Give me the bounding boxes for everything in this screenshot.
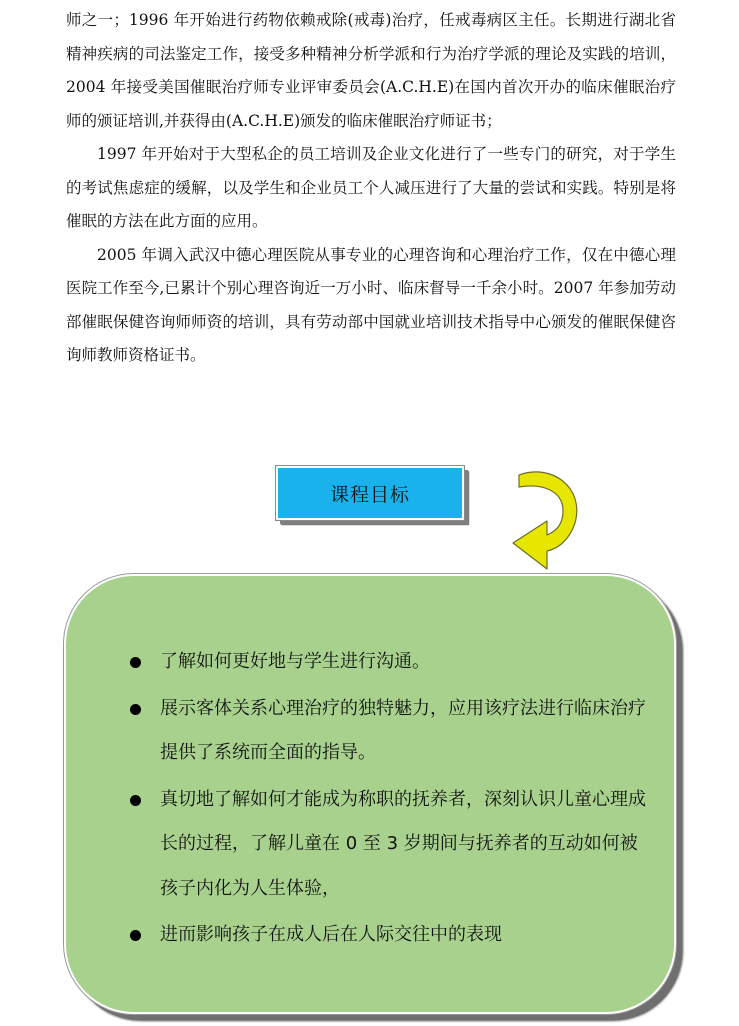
paragraph-2: 1997 年开始对于大型私企的员工培训及企业文化进行了一些专门的研究，对于学生的考试焦虑症的缓解，以及学生和企业员工个人减压进行了大量的尝试和实践。特别是将催眠的方法在此方面的应用。 xyxy=(66,145,676,230)
list-item xyxy=(130,913,650,958)
goal-text: 了解如何更好地与学生进行沟通。 xyxy=(160,651,430,672)
paragraph-1: 师之一；1996 年开始进行药物依赖戒除(戒毒)治疗，任戒毒病区主任。长期进行湖北省精神疾病的司法鉴定工作，接受多种精神分析学派和行为治疗学派的理论及实践的培训，2004 年接受美国催眠治疗师专业评审委员会(A.C.H.E)在国内首次开办的临床催眠治疗师的颁证培训,并获得由(A.C.H.E)颁发的临床催眠治疗师证书； xyxy=(66,11,676,130)
section-title-box xyxy=(276,466,464,520)
goal-text: 展示客体关系心理治疗的独特魅力，应用该疗法进行临床治疗提供了系统而全面的指导。 xyxy=(160,697,646,763)
document-body xyxy=(66,4,676,373)
curved-arrow-icon xyxy=(505,465,585,575)
paragraph-3: 2005 年调入武汉中德心理医院从事专业的心理咨询和心理治疗工作，仅在中德心理医院工作至今,已累计个别心理咨询近一万小时、临床督导一千余小时。2007 年参加劳动部催眠保健咨询师师资的培训，具有劳动部中国就业培训技术指导中心颁发的催眠保健咨询师教师资格证书。 xyxy=(66,245,676,364)
bullet-dot-icon xyxy=(130,795,141,806)
goals-list xyxy=(130,640,650,960)
list-item xyxy=(130,778,650,912)
bullet-dot-icon xyxy=(130,704,141,715)
list-item xyxy=(130,640,650,685)
list-item xyxy=(130,687,650,776)
goal-text: 进而影响孩子在成人后在人际交往中的表现 xyxy=(160,924,502,945)
bullet-dot-icon xyxy=(130,657,141,668)
bullet-dot-icon xyxy=(130,930,141,941)
goal-text: 真切地了解如何才能成为称职的抚养者，深刻认识儿童心理成长的过程，了解儿童在 0 至 3 岁期间与抚养者的互动如何被孩子内化为人生体验， xyxy=(160,788,646,899)
section-title: 课程目标 xyxy=(329,483,410,506)
